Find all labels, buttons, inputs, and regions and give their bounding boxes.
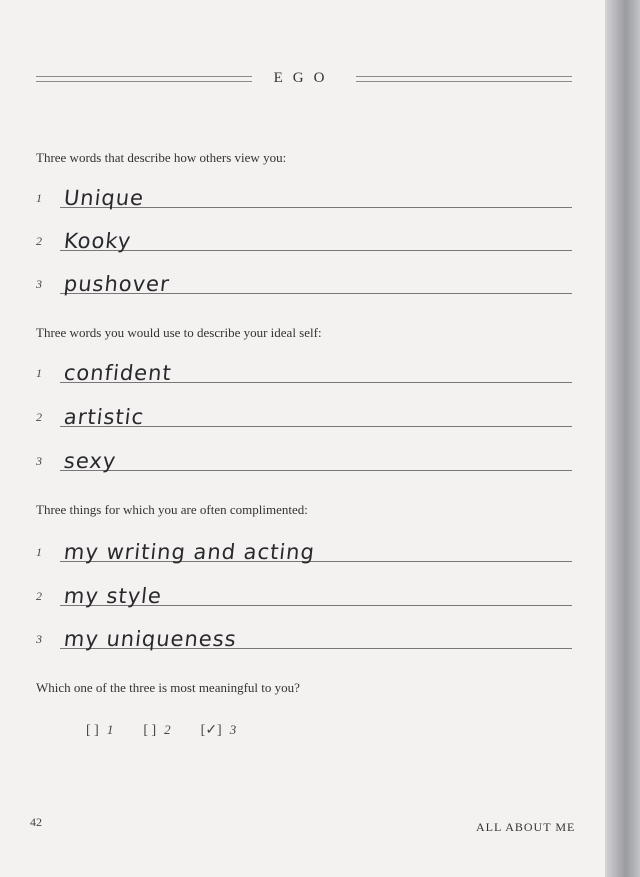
handwritten-answer[interactable]: Kooky xyxy=(62,229,133,253)
answer-line xyxy=(36,621,572,649)
handwritten-answer[interactable]: pushover xyxy=(62,272,171,296)
line-number: 2 xyxy=(36,410,42,424)
section-title: EGO xyxy=(273,70,335,86)
prompt-ideal-self: Three words you would use to describe your ideal self: xyxy=(36,325,322,340)
answer-line xyxy=(36,355,572,383)
section-header xyxy=(36,70,572,87)
handwritten-answer[interactable]: artistic xyxy=(62,405,146,429)
prompt-compliments: Three things for which you are often complimented: xyxy=(36,502,308,517)
answer-line xyxy=(36,223,572,251)
checkbox[interactable]: [ ] xyxy=(143,723,157,738)
line-number: 2 xyxy=(36,234,42,248)
handwritten-answer[interactable]: my style xyxy=(62,584,164,608)
choice-option-3[interactable] xyxy=(201,722,237,739)
line-number: 1 xyxy=(36,545,42,559)
answer-line xyxy=(36,266,572,294)
choice-option-2[interactable] xyxy=(143,722,170,739)
choice-group xyxy=(86,722,236,739)
book-spine-edge xyxy=(604,0,640,877)
checkbox-checked[interactable]: [✓] xyxy=(200,723,222,738)
answer-line xyxy=(36,399,572,427)
choice-option-1[interactable] xyxy=(86,722,113,739)
answer-line xyxy=(36,180,572,208)
checkbox[interactable]: [ ] xyxy=(86,723,99,738)
line-number: 1 xyxy=(36,191,42,205)
prompt-others-view: Three words that describe how others view you: xyxy=(36,150,287,165)
prompt-most-meaningful: Which one of the three is most meaningful to you? xyxy=(36,680,300,695)
answer-rule xyxy=(60,250,572,251)
line-number: 2 xyxy=(36,589,42,603)
handwritten-answer[interactable]: my uniqueness xyxy=(62,627,238,651)
line-number: 3 xyxy=(36,454,42,468)
choice-label: 1 xyxy=(106,722,114,737)
handwritten-answer[interactable]: my writing and acting xyxy=(62,540,317,564)
book-title-footer: ALL ABOUT ME xyxy=(476,820,576,834)
page-number: 42 xyxy=(30,815,42,829)
choice-label: 2 xyxy=(164,722,171,737)
answer-line xyxy=(36,578,572,606)
answer-line xyxy=(36,443,572,471)
handwritten-answer[interactable]: Unique xyxy=(62,186,146,210)
answer-line xyxy=(36,534,572,562)
handwritten-answer[interactable]: confident xyxy=(62,361,173,385)
line-number: 1 xyxy=(36,366,42,380)
header-rule-right xyxy=(356,76,572,82)
header-rule-left xyxy=(36,76,252,82)
choice-label: 3 xyxy=(229,722,237,737)
line-number: 3 xyxy=(36,277,42,291)
line-number: 3 xyxy=(36,632,42,646)
handwritten-answer[interactable]: sexy xyxy=(62,449,118,473)
answer-rule xyxy=(60,470,572,471)
